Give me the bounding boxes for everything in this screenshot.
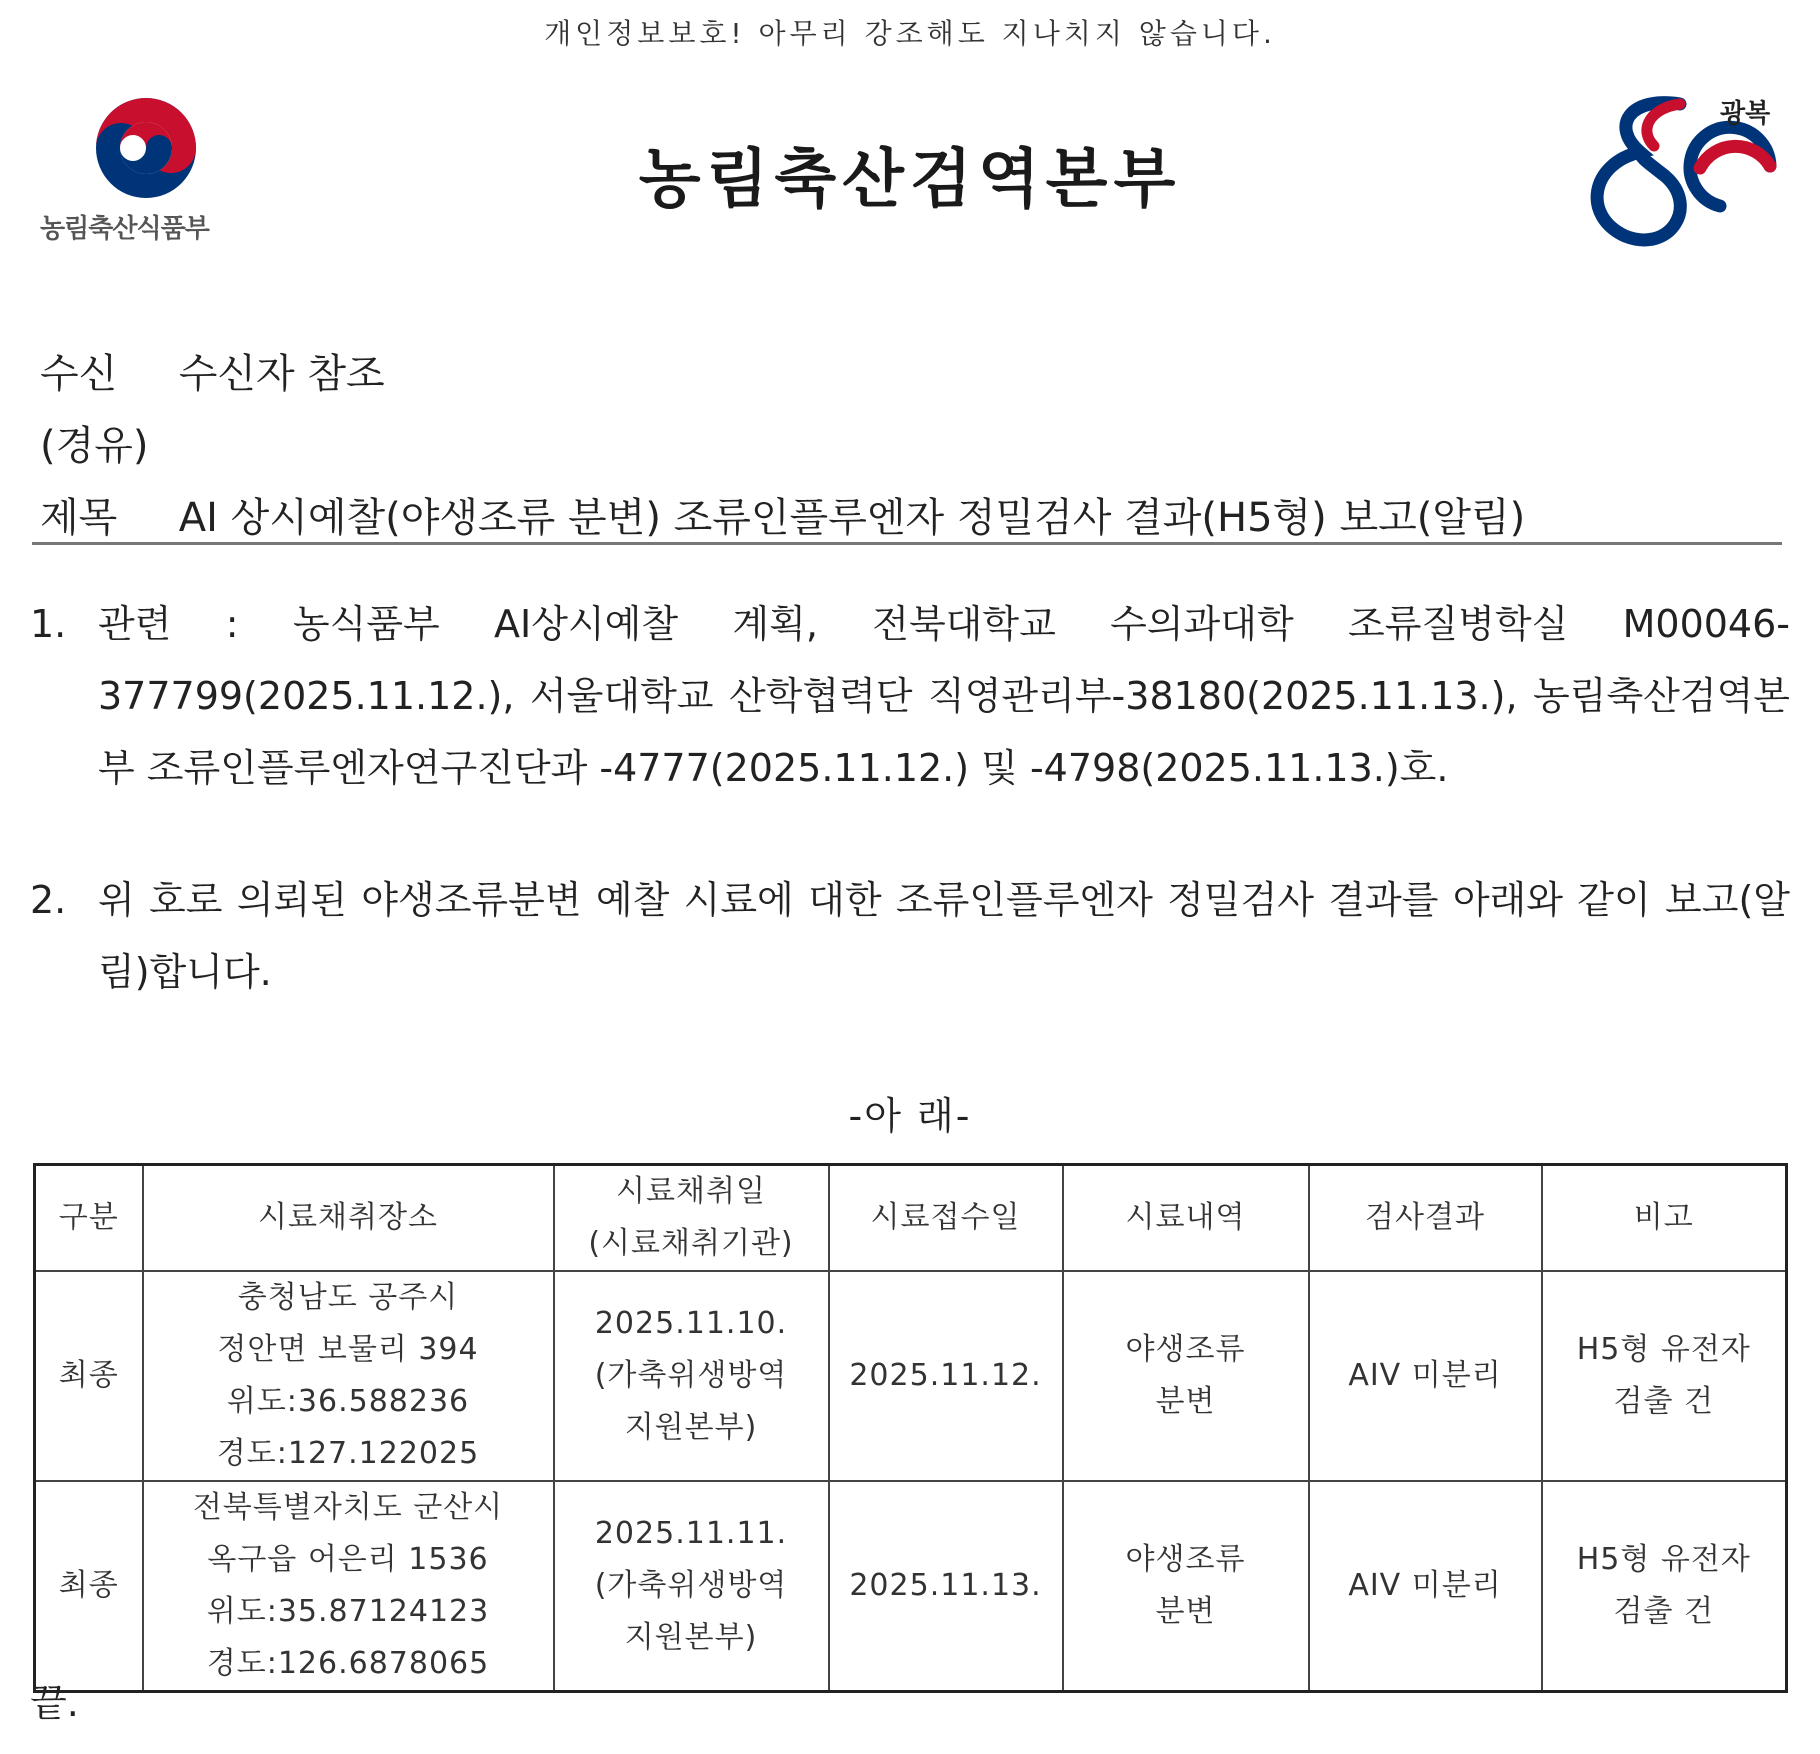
row-remark-line: H5형 유전자	[1576, 1332, 1751, 1367]
table-row	[35, 1481, 1787, 1692]
header-collection-date	[554, 1165, 829, 1272]
paragraph-2	[30, 864, 1790, 1008]
liberation-label: 광복	[1720, 99, 1771, 129]
header-category: 구분	[35, 1165, 143, 1272]
row-collection-agency-line: (가축위생방역	[594, 1358, 788, 1393]
recipient-value: 수신자 참조	[178, 351, 385, 397]
row-collection-date-line: 2025.11.11.	[594, 1516, 788, 1551]
row-longitude: 경도:126.6878065	[206, 1646, 490, 1681]
row-sample	[1063, 1271, 1309, 1481]
row-location-line: 옥구읍 어은리 1536	[207, 1542, 489, 1577]
liberation-80-emblem-icon	[1570, 86, 1790, 256]
row-remark-line: 검출 건	[1613, 1384, 1714, 1419]
recipient-label: 수신	[40, 351, 118, 397]
row-latitude: 위도:36.588236	[226, 1384, 470, 1419]
row-remark-line: H5형 유전자	[1576, 1542, 1751, 1577]
table-header-row	[35, 1165, 1787, 1272]
row-remark-line: 검출 건	[1613, 1594, 1714, 1629]
row-remark	[1542, 1271, 1787, 1481]
row-location-line: 충청남도 공주시	[237, 1280, 459, 1315]
paragraph-1	[30, 588, 1790, 804]
header-collection-date-line2: (시료채취기관)	[588, 1226, 794, 1261]
results-table	[33, 1163, 1788, 1693]
header-collection-date-line1: 시료채취일	[616, 1174, 766, 1209]
row-remark	[1542, 1481, 1787, 1692]
subject-line	[40, 486, 1525, 543]
row-result: AIV 미분리	[1309, 1271, 1542, 1481]
subject-label: 제목	[40, 495, 118, 541]
row-received-date: 2025.11.12.	[829, 1271, 1063, 1481]
row-location-line: 정안면 보물리 394	[217, 1332, 479, 1367]
header-divider	[32, 542, 1782, 545]
paragraph-1-text: 관련 : 농식품부 AI상시예찰 계획, 전북대학교 수의과대학 조류질병학실 M00046-377799(2025.11.12.), 서울대학교 산학협력단 직영관리부-38180(2025.11.13.), 농림축산검역본부 조류인플루엔자연구진단과 -4777(2025.11.12.) 및 -4798(2025.11.13.)호.	[98, 602, 1790, 790]
paragraph-2-number: 2.	[30, 878, 67, 922]
row-location-line: 전북특별자치도 군산시	[192, 1490, 504, 1525]
row-category: 최종	[35, 1481, 143, 1692]
paragraph-1-number: 1.	[30, 602, 67, 646]
row-sample-line: 분변	[1155, 1384, 1216, 1419]
header-location: 시료채취장소	[143, 1165, 554, 1272]
row-collection-date-line: 2025.11.10.	[594, 1306, 788, 1341]
row-collection-date	[554, 1481, 829, 1692]
row-sample	[1063, 1481, 1309, 1692]
row-result: AIV 미분리	[1309, 1481, 1542, 1692]
row-received-date: 2025.11.13.	[829, 1481, 1063, 1692]
row-sample-line: 분변	[1155, 1594, 1216, 1629]
below-heading: -아 래-	[848, 1094, 972, 1138]
row-location	[143, 1271, 554, 1481]
row-collection-agency-line: 지원본부)	[624, 1410, 758, 1445]
header-result: 검사결과	[1309, 1165, 1542, 1272]
organization-title: 농림축산검역본부	[638, 143, 1182, 217]
table-row	[35, 1271, 1787, 1481]
header-remark: 비고	[1542, 1165, 1787, 1272]
privacy-slogan: 개인정보보호! 아무리 강조해도 지나치지 않습니다.	[544, 17, 1276, 50]
paragraph-2-text: 위 호로 의뢰된 야생조류분변 예찰 시료에 대한 조류인플루엔자 정밀검사 결과를 아래와 같이 보고(알림)합니다.	[98, 878, 1790, 994]
end-mark: 끝.	[30, 1681, 79, 1725]
via-line: (경유)	[40, 423, 149, 469]
row-category: 최종	[35, 1271, 143, 1481]
header-sample: 시료내역	[1063, 1165, 1309, 1272]
row-collection-agency-line: (가축위생방역	[594, 1568, 788, 1603]
row-latitude: 위도:35.87124123	[206, 1594, 490, 1629]
header-received-date: 시료접수일	[829, 1165, 1063, 1272]
row-collection-agency-line: 지원본부)	[624, 1620, 758, 1655]
row-sample-line: 야생조류	[1125, 1542, 1246, 1577]
recipient-line	[40, 342, 385, 399]
row-location	[143, 1481, 554, 1692]
row-sample-line: 야생조류	[1125, 1332, 1246, 1367]
subject-value: AI 상시예찰(야생조류 분변) 조류인플루엔자 정밀검사 결과(H5형) 보고(알림)	[178, 495, 1526, 541]
row-collection-date	[554, 1271, 829, 1481]
ministry-name: 농림축산식품부	[40, 214, 209, 244]
row-longitude: 경도:127.122025	[216, 1436, 480, 1471]
